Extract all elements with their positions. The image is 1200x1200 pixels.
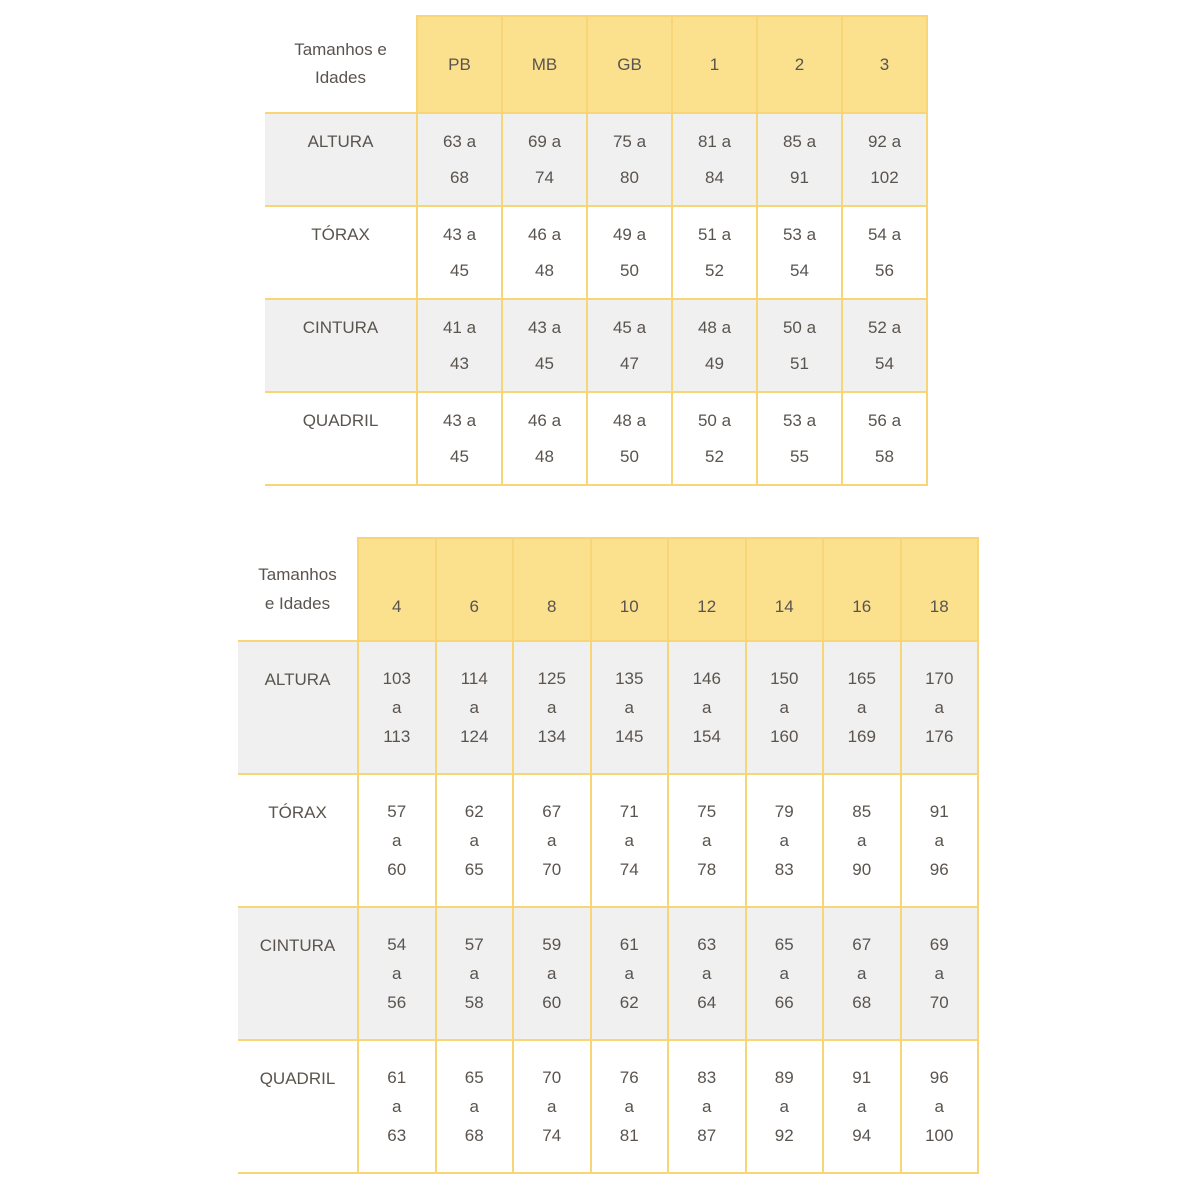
row-label: QUADRIL bbox=[265, 392, 417, 485]
value-cell: 150 a 160 bbox=[746, 641, 824, 774]
value-cell: 91 a 96 bbox=[901, 774, 979, 907]
table-row-altura bbox=[265, 113, 927, 206]
row-label: TÓRAX bbox=[238, 774, 358, 907]
value-cell: 43 a 45 bbox=[502, 299, 587, 392]
header-row bbox=[238, 538, 978, 641]
corner-label: Tamanhos e Idades bbox=[294, 40, 387, 87]
corner-label: Tamanhos e Idades bbox=[258, 565, 337, 613]
value-cell: 57 a 60 bbox=[358, 774, 436, 907]
value-cell: 45 a 47 bbox=[587, 299, 672, 392]
row-label: QUADRIL bbox=[238, 1040, 358, 1173]
value-cell: 135 a 145 bbox=[591, 641, 669, 774]
value-cell: 89 a 92 bbox=[746, 1040, 824, 1173]
value-cell: 61 a 63 bbox=[358, 1040, 436, 1173]
value-cell: 41 a 43 bbox=[417, 299, 502, 392]
column-header-18: 18 bbox=[901, 538, 979, 641]
value-cell: 56 a 58 bbox=[842, 392, 927, 485]
value-cell: 43 a 45 bbox=[417, 392, 502, 485]
size-table-baby-toddler bbox=[265, 15, 928, 486]
table-row-quadril bbox=[265, 392, 927, 485]
value-cell: 75 a 80 bbox=[587, 113, 672, 206]
column-header-6: 6 bbox=[436, 538, 514, 641]
value-cell: 65 a 66 bbox=[746, 907, 824, 1040]
value-cell: 103 a 113 bbox=[358, 641, 436, 774]
column-header-3: 3 bbox=[842, 16, 927, 113]
value-cell: 49 a 50 bbox=[587, 206, 672, 299]
value-cell: 63 a 64 bbox=[668, 907, 746, 1040]
value-cell: 85 a 91 bbox=[757, 113, 842, 206]
value-cell: 48 a 49 bbox=[672, 299, 757, 392]
value-cell: 125 a 134 bbox=[513, 641, 591, 774]
value-cell: 54 a 56 bbox=[358, 907, 436, 1040]
table-row-altura bbox=[238, 641, 978, 774]
row-label: TÓRAX bbox=[265, 206, 417, 299]
column-header-4: 4 bbox=[358, 538, 436, 641]
value-cell: 48 a 50 bbox=[587, 392, 672, 485]
column-header-mb: MB bbox=[502, 16, 587, 113]
value-cell: 96 a 100 bbox=[901, 1040, 979, 1173]
value-cell: 75 a 78 bbox=[668, 774, 746, 907]
value-cell: 170 a 176 bbox=[901, 641, 979, 774]
column-header-16: 16 bbox=[823, 538, 901, 641]
value-cell: 85 a 90 bbox=[823, 774, 901, 907]
value-cell: 81 a 84 bbox=[672, 113, 757, 206]
value-cell: 146 a 154 bbox=[668, 641, 746, 774]
value-cell: 69 a 70 bbox=[901, 907, 979, 1040]
column-header-1: 1 bbox=[672, 16, 757, 113]
value-cell: 62 a 65 bbox=[436, 774, 514, 907]
header-row bbox=[265, 16, 927, 113]
value-cell: 63 a 68 bbox=[417, 113, 502, 206]
value-cell: 69 a 74 bbox=[502, 113, 587, 206]
value-cell: 53 a 55 bbox=[757, 392, 842, 485]
row-label: ALTURA bbox=[238, 641, 358, 774]
column-header-12: 12 bbox=[668, 538, 746, 641]
value-cell: 61 a 62 bbox=[591, 907, 669, 1040]
row-label: CINTURA bbox=[265, 299, 417, 392]
value-cell: 50 a 52 bbox=[672, 392, 757, 485]
column-header-2: 2 bbox=[757, 16, 842, 113]
value-cell: 51 a 52 bbox=[672, 206, 757, 299]
value-cell: 53 a 54 bbox=[757, 206, 842, 299]
value-cell: 46 a 48 bbox=[502, 206, 587, 299]
row-label: CINTURA bbox=[238, 907, 358, 1040]
value-cell: 59 a 60 bbox=[513, 907, 591, 1040]
value-cell: 83 a 87 bbox=[668, 1040, 746, 1173]
table-row-quadril bbox=[238, 1040, 978, 1173]
size-table-kids bbox=[238, 537, 979, 1174]
column-header-14: 14 bbox=[746, 538, 824, 641]
value-cell: 50 a 51 bbox=[757, 299, 842, 392]
value-cell: 57 a 58 bbox=[436, 907, 514, 1040]
value-cell: 76 a 81 bbox=[591, 1040, 669, 1173]
value-cell: 65 a 68 bbox=[436, 1040, 514, 1173]
column-header-pb: PB bbox=[417, 16, 502, 113]
value-cell: 67 a 68 bbox=[823, 907, 901, 1040]
value-cell: 79 a 83 bbox=[746, 774, 824, 907]
value-cell: 71 a 74 bbox=[591, 774, 669, 907]
value-cell: 70 a 74 bbox=[513, 1040, 591, 1173]
table-row-tórax bbox=[238, 774, 978, 907]
value-cell: 165 a 169 bbox=[823, 641, 901, 774]
value-cell: 67 a 70 bbox=[513, 774, 591, 907]
table-row-cintura bbox=[238, 907, 978, 1040]
column-header-10: 10 bbox=[591, 538, 669, 641]
value-cell: 54 a 56 bbox=[842, 206, 927, 299]
value-cell: 52 a 54 bbox=[842, 299, 927, 392]
value-cell: 46 a 48 bbox=[502, 392, 587, 485]
column-header-gb: GB bbox=[587, 16, 672, 113]
value-cell: 43 a 45 bbox=[417, 206, 502, 299]
column-header-8: 8 bbox=[513, 538, 591, 641]
table-row-tórax bbox=[265, 206, 927, 299]
value-cell: 114 a 124 bbox=[436, 641, 514, 774]
row-label: ALTURA bbox=[265, 113, 417, 206]
table-row-cintura bbox=[265, 299, 927, 392]
value-cell: 92 a 102 bbox=[842, 113, 927, 206]
value-cell: 91 a 94 bbox=[823, 1040, 901, 1173]
